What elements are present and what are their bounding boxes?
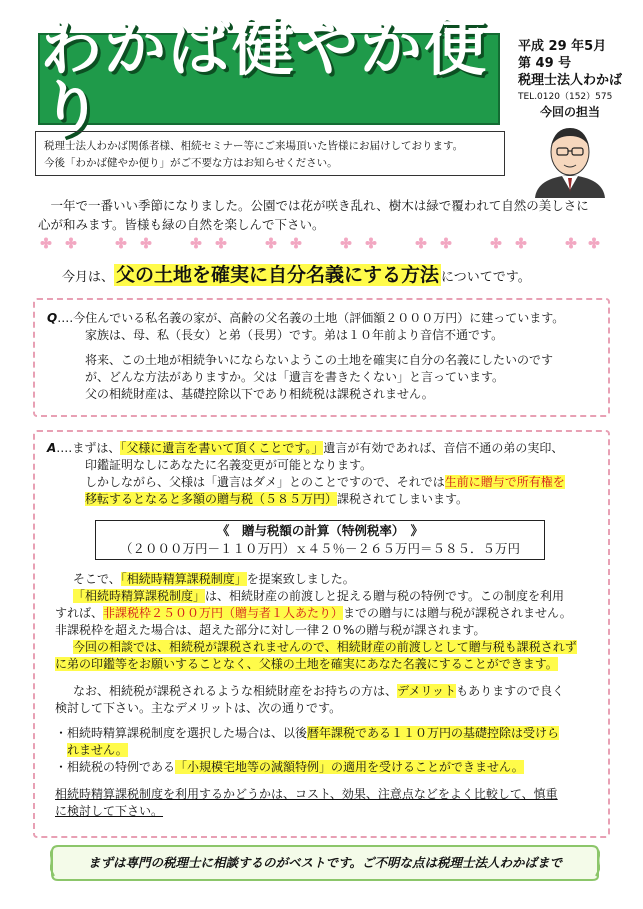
issue-info [518, 38, 622, 106]
topic-prefix: 今月は、 [62, 270, 115, 285]
highlight-text: 移転するとなると多額の贈与税（５８５万円） [85, 492, 338, 506]
answer-line: に弟の印鑑等をお願いすることなく、父様の土地を確実にあなた名義にすることができます。 [55, 657, 558, 671]
phone-number: TEL.0120（152）575 [518, 92, 613, 102]
answer-line: すれば、非課税枠２５００万円（贈与者１人あたり）までの贈与には贈与税が課税されません。 [55, 606, 572, 620]
issue-number: 第 49 号 [518, 56, 572, 71]
question-line: 父の相続財産は、基礎控除以下であり相続税は課税されません。 [85, 387, 434, 401]
subscriber-notice [35, 131, 505, 176]
footer-text: まずは専門の税理士に相談するのがベストです。ご不明な点は税理士法人わかばまで [87, 855, 562, 870]
topic-title: 父の土地を確実に自分名義にする方法 [116, 264, 440, 286]
answer-box [33, 430, 610, 838]
answer-line: そこで、「相続時精算課税制度」を提案致しました。 [73, 572, 355, 586]
question-line: が、どんな方法がありますか。父は「遺言を書きたくない」と言っています。 [85, 370, 505, 384]
answer-line: 移転するとなると多額の贈与税（５８５万円）課税されてしまいます。 [85, 492, 469, 506]
footer-banner [50, 842, 600, 882]
bullet-item: ・相続税の特例である「小規模宅地等の減額特例」の適用を受けることができません。 [55, 760, 524, 774]
question-line: 将来、この土地が相続争いにならないようこの土地を確実に自分の名義にしたいのです [85, 353, 554, 367]
flower-divider [40, 234, 600, 252]
highlight-text: 「小規模宅地等の減額特例」の適用を受けることができません。 [175, 760, 524, 774]
highlight-text: デメリット [397, 684, 457, 698]
question-line: Q‥‥今住んでいる私名義の家が、高齢の父名義の土地（評価額２０００万円）に建っています。 [47, 311, 565, 325]
highlight-text: 「相続時精算課税制度」 [73, 589, 206, 603]
highlight-text: 暦年課税である１１０万円の基礎控除は受けら [307, 726, 560, 740]
intro-paragraph [38, 196, 608, 234]
issue-date: 平成 29 年5月 [518, 39, 607, 54]
intro-line: 一年で一番いい季節になりました。公園では花が咲き乱れ、樹木は緑で覆われて自然の美しさに [50, 198, 589, 213]
highlight-text: 「相続時精算課税制度」 [120, 572, 247, 586]
intro-line: 心が和みます。皆様も緑の自然を楽しんで下さい。 [38, 217, 325, 232]
formula-title: 《 贈与税額の計算（特例税率） 》 [216, 523, 424, 538]
tax-formula-box [95, 520, 545, 560]
notice-line: 今後「わかば健やか便り」がご不要な方はお知らせください。 [44, 157, 338, 169]
highlight-text: 非課税枠２５００万円（贈与者１人あたり） [103, 606, 344, 620]
bullet-item: れません。 [67, 743, 128, 757]
notice-line: 税理士法人わかば関係者様、相続セミナー等にご来場頂いた皆様にお届けしております。 [44, 140, 464, 152]
answer-line: しかしながら、父様は「遺言はダメ」とのことですので、それでは生前に贈与で所有権を [85, 475, 565, 489]
topic-line [62, 260, 531, 287]
person-label: 今回の担当 [540, 105, 601, 119]
answer-line: 非課税枠を超えた場合は、超えた部分に対し一律２０%の贈与税が課されます。 [55, 623, 486, 637]
conclusion-line: 相続時精算課税制度を利用するかどうかは、コスト、効果、注意点などをよく比較して、慎重 [55, 787, 558, 801]
topic-suffix: についてです。 [441, 270, 531, 285]
formula-expression: （２０００万円－１１０万円）ｘ４５％－２６５万円＝５８５．５万円 [119, 541, 520, 556]
question-line: 家族は、母、私（長女）と弟（長男）です。弟は１０年前より音信不通です。 [85, 328, 504, 342]
answer-line: 今回の相談では、相続税が課税されませんので、相続財産の前渡しとして贈与税も課税されず [73, 640, 577, 654]
highlight-text: 「父様に遺言を書いて頂くことです。」 [120, 441, 324, 455]
question-box [33, 298, 610, 417]
masthead-title: わかば健やか便り [40, 11, 489, 146]
bullet-item: ・相続時精算課税制度を選択した場合は、以後暦年課税である１１０万円の基礎控除は受けら [55, 726, 560, 740]
question-label: Q [47, 311, 58, 325]
answer-line: なお、相続税が課税されるような相続財産をお持ちの方は、デメリットもありますので良く [73, 684, 565, 698]
answer-label: A [47, 441, 57, 455]
firm-name: 税理士法人わかば [518, 73, 623, 88]
answer-line: 検討して下さい。主なデメリットは、次の通りです。 [55, 701, 342, 715]
answer-line: 「相続時精算課税制度」は、相続財産の前渡しと捉える贈与税の特例です。この制度を利用 [73, 589, 565, 603]
conclusion-line: に検討して下さい。 [55, 804, 164, 818]
highlight-text: 生前に贈与で所有権を [444, 475, 565, 489]
answer-line: 印鑑証明なしにあなたに名義変更が可能となります。 [85, 458, 373, 472]
answer-line: A‥‥まずは、「父様に遺言を書いて頂くことです。」遺言が有効であれば、音信不通の弟の実印、 [47, 441, 564, 455]
staff-portrait [525, 120, 615, 198]
